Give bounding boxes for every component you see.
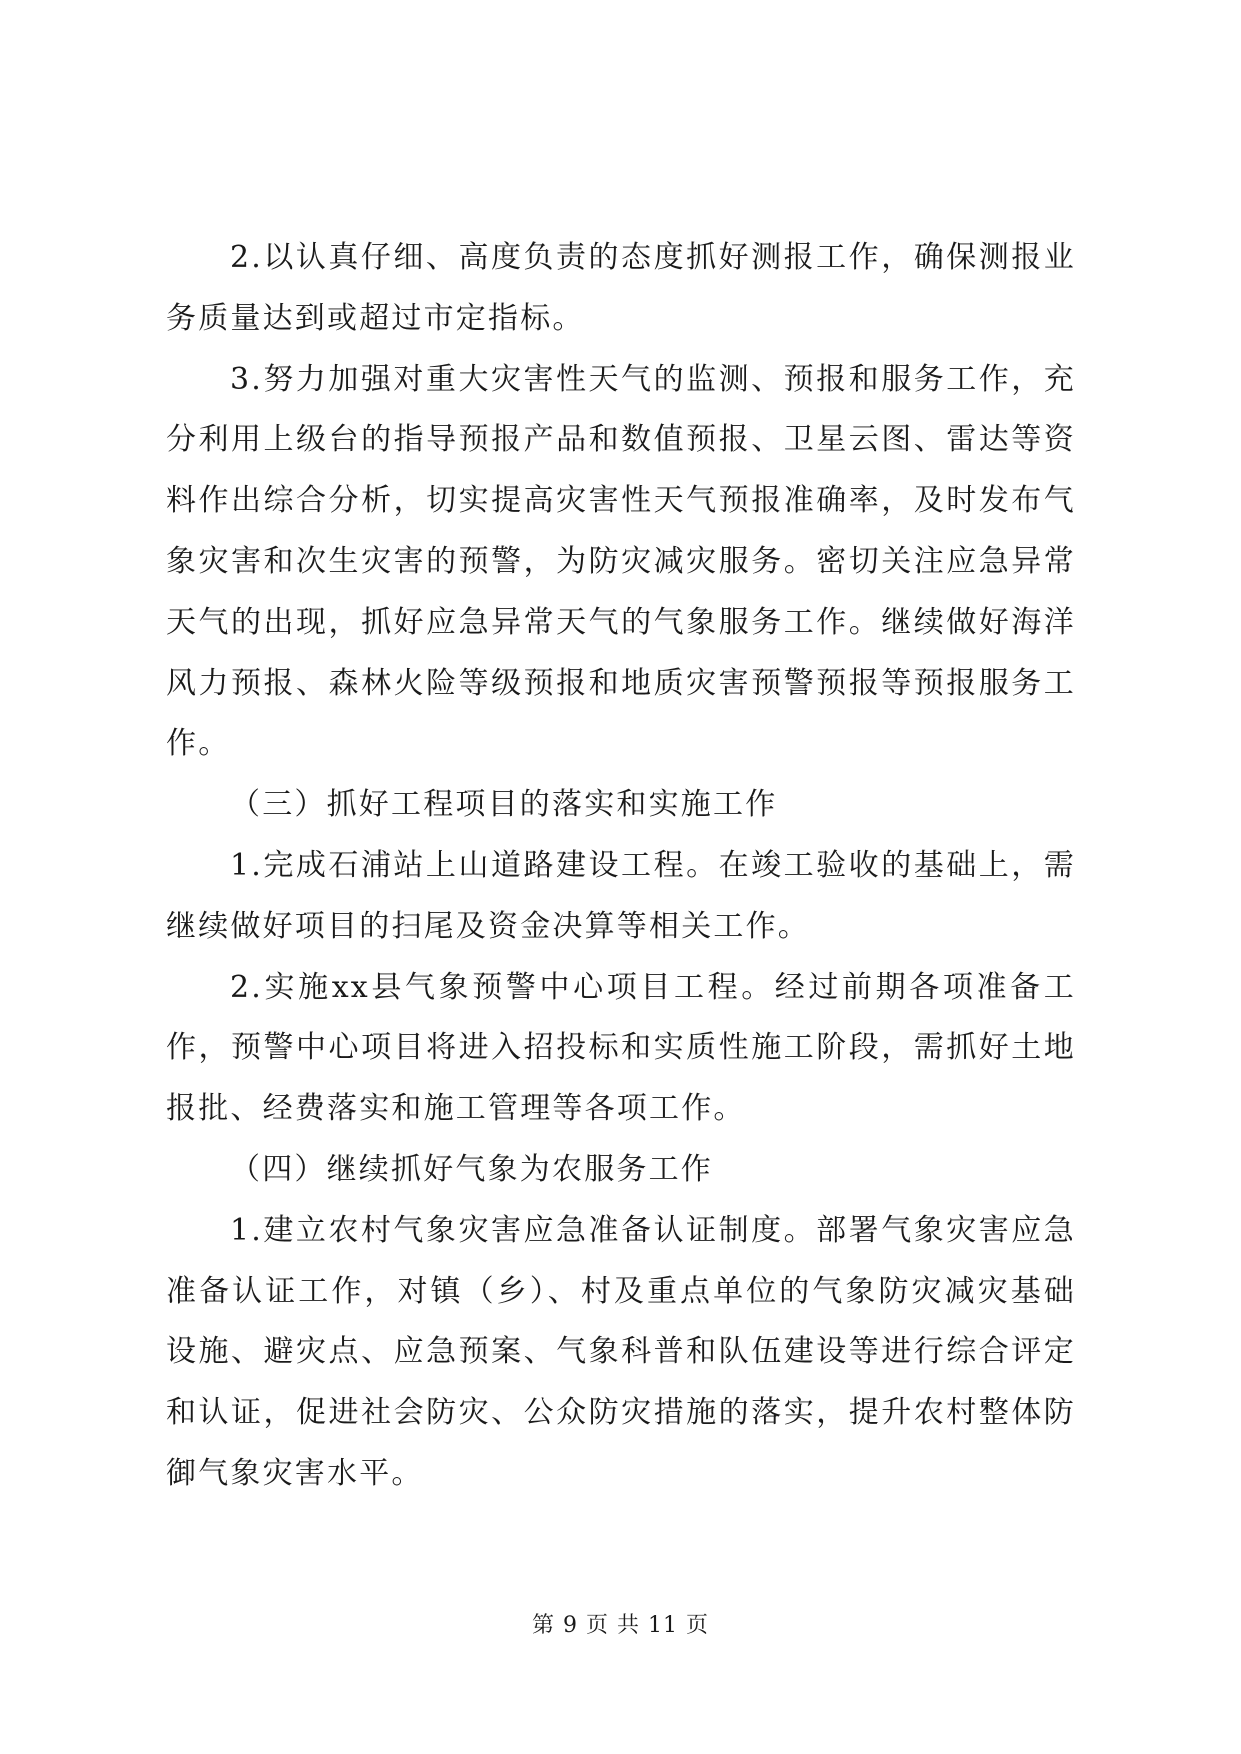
paragraph-item-2-warning-center: 2.实施xx县气象预警中心项目工程。经过前期各项准备工作，预警中心项目将进入招投标和实质性施工阶段，需抓好土地报批、经费落实和施工管理等各项工作。 <box>166 969 1076 1127</box>
document-body <box>166 228 1076 1505</box>
paragraph-item-1-road-project: 1.完成石浦站上山道路建设工程。在竣工验收的基础上，需继续做好项目的扫尾及资金决算等相关工作。 <box>166 847 1076 944</box>
paragraph-item-1-rural-certification: 1.建立农村气象灾害应急准备认证制度。部署气象灾害应急准备认证工作，对镇（乡）、村及重点单位的气象防灾减灾基础设施、避灾点、应急预案、气象科普和队伍建设等进行综合评定和认证，促进社会防灾、公众防灾措施的落实，提升农村整体防御气象灾害水平。 <box>166 1212 1076 1491</box>
page-number-footer: 第 9 页 共 11 页 <box>532 1613 709 1638</box>
section-heading-4: （四）继续抓好气象为农服务工作 <box>230 1151 713 1187</box>
section-heading-3: （三）抓好工程项目的落实和实施工作 <box>230 787 778 823</box>
paragraph-item-2-survey: 2.以认真仔细、高度负责的态度抓好测报工作，确保测报业务质量达到或超过市定指标。 <box>166 240 1076 336</box>
paragraph-item-3-disaster-weather: 3.努力加强对重大灾害性天气的监测、预报和服务工作，充分利用上级台的指导预报产品和数值预报、卫星云图、雷达等资料作出综合分析，切实提高灾害性天气预报准确率，及时发布气象灾害和次生灾害的预警，为防灾减灾服务。密切关注应急异常天气的出现，抓好应急异常天气的气象服务工作。继续做好海洋风力预报、森林火险等级预报和地质灾害预警预报等预报服务工作。 <box>166 361 1076 762</box>
